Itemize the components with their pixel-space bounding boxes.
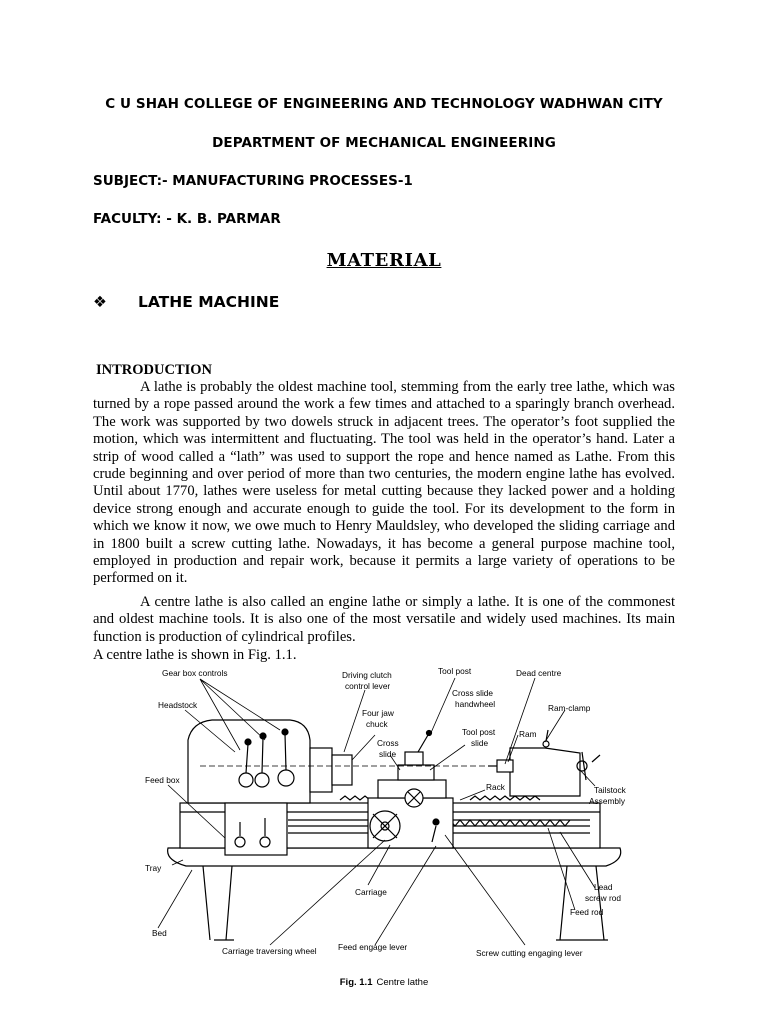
material-title: MATERIAL (326, 250, 442, 271)
label-dead-centre: Dead centre (516, 668, 562, 678)
label-tray: Tray (145, 863, 162, 873)
label-tool-post-slide-1: Tool post (462, 727, 496, 737)
label-feed-box: Feed box (145, 775, 180, 785)
label-cross-slide-handwheel-2: handwheel (455, 699, 496, 709)
label-headstock: Headstock (158, 700, 198, 710)
label-four-jaw-2: chuck (366, 719, 388, 729)
subject-line: SUBJECT:- MANUFACTURING PROCESSES-1 (93, 173, 413, 189)
label-driving-clutch-1: Driving clutch (342, 670, 392, 680)
department-name: DEPARTMENT OF MECHANICAL ENGINEERING (212, 135, 556, 151)
label-tool-post-top: Tool post (438, 666, 472, 676)
label-four-jaw-1: Four jaw (362, 708, 394, 718)
label-driving-clutch-2: control lever (345, 681, 391, 691)
figure-caption-number: Fig. 1.1 (339, 977, 373, 988)
intro-paragraph-2: A centre lathe is also called an engine lathe or simply a lathe. It is one of the commonest and oldest machine tools. It is also one of the most versatile and widely used machines. Its main function is production of cylindrical profiles. (93, 594, 675, 645)
label-lead-screw-2: screw rod (585, 893, 621, 903)
diamond-bullet-icon: ❖ (93, 293, 107, 311)
label-cross-slide-1: Cross (377, 738, 399, 748)
label-carriage: Carriage (355, 887, 387, 897)
college-name: C U SHAH COLLEGE OF ENGINEERING AND TECHNOLOGY WADHWAN CITY (105, 96, 663, 112)
figure-caption (340, 977, 429, 988)
label-gear-box-controls: Gear box controls (162, 668, 228, 678)
label-ram: Ram (519, 729, 537, 739)
faculty-line: FACULTY: - K. B. PARMAR (93, 211, 281, 227)
figure-reference: A centre lathe is shown in Fig. 1.1. (93, 647, 297, 663)
figure-caption-text: Centre lathe (376, 977, 429, 988)
label-tool-post-slide-2: slide (471, 738, 489, 748)
label-tailstock-2: Assembly (589, 796, 625, 806)
label-cross-slide-handwheel-1: Cross slide (452, 688, 494, 698)
label-feed-engage-lever: Feed engage lever (338, 942, 408, 952)
label-carriage-traversing-wheel: Carriage traversing wheel (222, 946, 317, 956)
label-bed: Bed (152, 928, 167, 938)
label-ram-clamp: Ram-clamp (548, 703, 591, 713)
label-feed-rod: Feed rod (570, 907, 604, 917)
label-screw-cutting-lever: Screw cutting engaging lever (476, 948, 583, 958)
lathe-drawing (158, 678, 621, 945)
label-rack: Rack (486, 782, 505, 792)
intro-heading: INTRODUCTION (96, 362, 213, 378)
label-lead-screw-1: Lead (594, 882, 613, 892)
intro-paragraph-1: A lathe is probably the oldest machine tool, stemming from the early tree lathe, which was turned by a rope passed around the work a few times and attached to a sparingly branch overhead. The work was supported by two dowels struck in adjacent trees. The operator’s foot supplied the motion, which was intermittent and fluctuating. The tool was held in the operator’s hand. Later a strip of wood called a “lath” was used to support the rope and hence named as Lathe. From this crude beginning and over period of more than two centuries, the modern engine lathe has evolved. Until about 1770, lathes were useless for metal cutting because they lacked power and a holding device strong enough and accurate enough to guide the tool. For its development to the form in which we know it now, we owe much to Henry Mauldsley, who developed the sliding carriage and in 1800 built a screw cutting lathe. Nowadays, it has become a general purpose machine tool, employed in production and repair work, because it permits a large variety of operations to be performed on it. (93, 379, 675, 587)
label-tailstock-1: Tailstock (594, 785, 626, 795)
section-title-text: LATHE MACHINE (138, 293, 280, 311)
label-cross-slide-2: slide (379, 749, 397, 759)
